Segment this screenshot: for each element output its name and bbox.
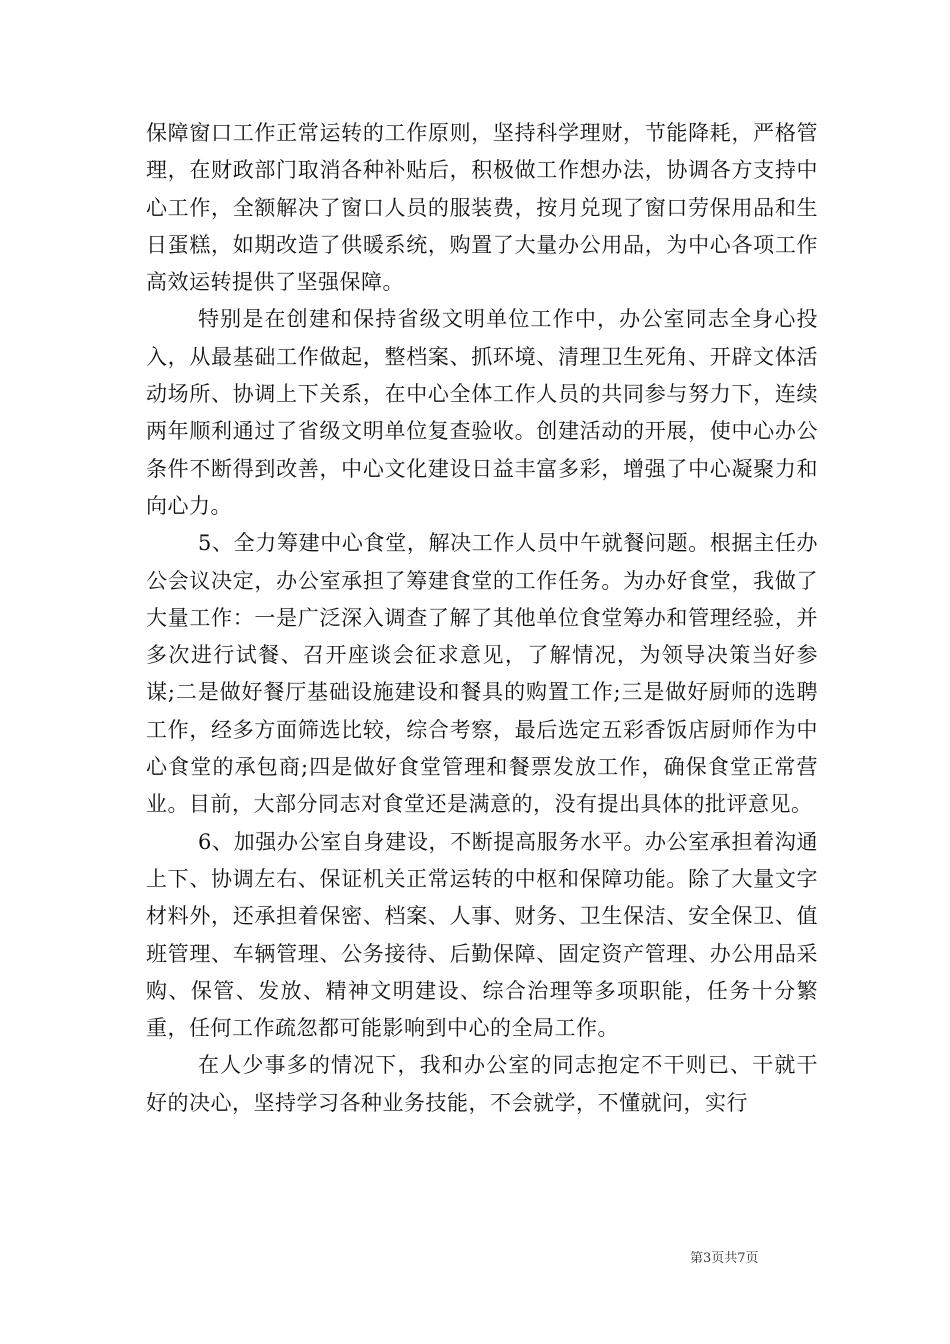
paragraph-3: 5、全力筹建中心食堂，解决工作人员中午就餐问题。根据主任办公会议决定，办公室承担了筹建食堂的工作任务。为办好食堂，我做了大量工作：一是广泛深入调查了解了其他单位食堂筹办和管理经验，并多次进行试餐、召开座谈会征求意见，了解情况，为领导决策当好参谋;二是做好餐厅基础设施建设和餐具的购置工作;三是做好厨师的选聘工作，经多方面筛选比较，综合考察，最后选定五彩香饭店厨师作为中心食堂的承包商;四是做好食堂管理和餐票发放工作，确保食堂正常营业。目前，大部分同志对食堂还是满意的，没有提出具体的批评意见。	[146, 531, 818, 817]
document-body	[146, 115, 818, 1122]
paragraph-2: 特别是在创建和保持省级文明单位工作中，办公室同志全身心投入，从最基础工作做起，整档案、抓环境、清理卫生死角、开辟文体活动场所、协调上下关系，在中心全体工作人员的共同参与努力下，连续两年顺利通过了省级文明单位复查验收。创建活动的开展，使中心办公条件不断得到改善，中心文化建设日益丰富多彩，增强了中心凝聚力和向心力。	[146, 307, 818, 518]
paragraph-5: 在人少事多的情况下，我和办公室的同志抱定不干则已、干就干好的决心，坚持学习各种业务技能，不会就学，不懂就问，实行	[146, 1053, 818, 1115]
paragraph-1: 保障窗口工作正常运转的工作原则，坚持科学理财，节能降耗，严格管理，在财政部门取消各种补贴后，积极做工作想办法，协调各方支持中心工作，全额解决了窗口人员的服装费，按月兑现了窗口劳保用品和生日蛋糕，如期改造了供暖系统，购置了大量办公用品，为中心各项工作高效运转提供了坚强保障。	[146, 121, 818, 295]
page-number-footer: 第3页共7页	[690, 1251, 759, 1266]
paragraph-4: 6、加强办公室自身建设，不断提高服务水平。办公室承担着沟通上下、协调左右、保证机关正常运转的中枢和保障功能。除了大量文字材料外，还承担着保密、档案、人事、财务、卫生保洁、安全保卫、值班管理、车辆管理、公务接待、后勤保障、固定资产管理、办公用品采购、保管、发放、精神文明建设、综合治理等多项职能，任务十分繁重，任何工作疏忽都可能影响到中心的全局工作。	[146, 829, 818, 1041]
